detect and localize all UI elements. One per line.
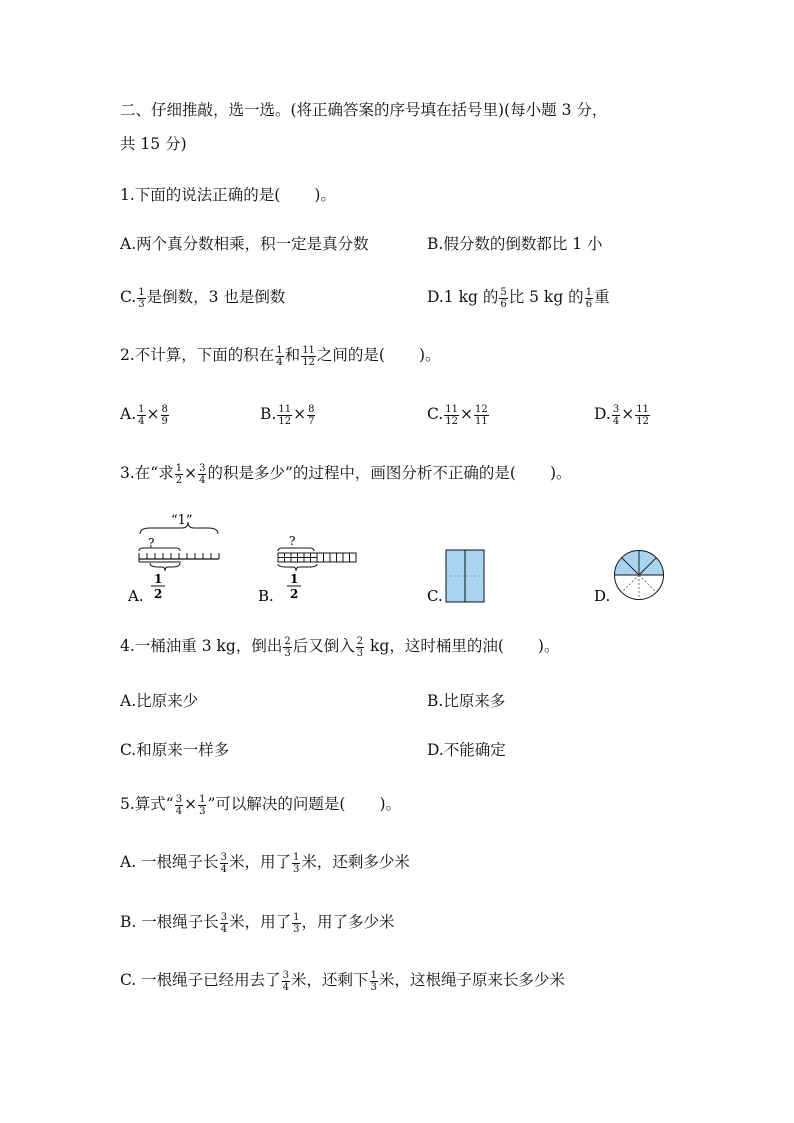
fraction: $\frac{8}{9}$: [161, 403, 168, 427]
fraction: $\frac{1}{3}$: [138, 286, 145, 310]
q1-option-a: A.两个真分数相乘，积一定是真分数: [120, 235, 369, 253]
fraction: $\frac{1}{3}$: [199, 793, 206, 817]
fraction: $\frac{1}{4}$: [276, 344, 283, 368]
q5-option-a: A. 一根绳子长 $\frac{3}{4}$ 米，用了 $\frac{1}{3}$ 米，还剩多少米: [120, 851, 410, 875]
fig-a-question: ?: [148, 536, 155, 550]
fraction: $\frac{11}{12}$: [445, 403, 458, 427]
fraction: $\frac{2}{3}$: [284, 635, 291, 659]
fraction: $\frac{1}{3}$: [292, 851, 300, 875]
q4-option-a: A.比原来少: [120, 692, 199, 710]
fraction: $\frac{2}{3}$: [356, 635, 364, 659]
q2-option-d: D. $\frac{3}{4}$ × $\frac{11}{12}$: [594, 403, 649, 427]
q1-stem: 1.下面的说法正确的是( )。: [120, 186, 336, 204]
q5-option-b: B. 一根绳子长 $\frac{3}{4}$ 米，用了 $\frac{1}{3}$ ，用了多少米: [120, 911, 395, 935]
q4-option-d: D.不能确定: [427, 741, 506, 759]
svg-text:2: 2: [154, 587, 163, 601]
q3-label-d: D.: [594, 587, 611, 605]
fraction: $\frac{8}{7}$: [308, 403, 315, 427]
fraction: $\frac{1}{4}$: [138, 403, 145, 427]
q3-label-c: C.: [427, 587, 443, 605]
fraction: $\frac{3}{4}$: [612, 403, 620, 427]
q3-stem: 3.在“求 $\frac{1}{2}$ × $\frac{3}{4}$ 的积是多少”的过程中，画图分析不正确的是( )。: [120, 462, 572, 486]
fraction: $\frac{5}{6}$: [500, 286, 507, 310]
fraction: $\frac{11}{12}$: [302, 344, 315, 368]
q1-option-b: B.假分数的倒数都比 1 小: [427, 235, 603, 253]
q3-figures: [110, 505, 690, 610]
svg-text:?: ?: [289, 534, 296, 548]
q3-label-b: B.: [258, 587, 274, 605]
q5-option-c: C. 一根绳子已经用去了 $\frac{3}{4}$ 米，还剩下 $\frac{1}{3}$ 米，这根绳子原来长多少米: [120, 969, 565, 993]
q4-option-b: B.比原来多: [427, 692, 506, 710]
q2-option-b: B. $\frac{11}{12}$ × $\frac{8}{7}$: [260, 403, 315, 427]
figure-a-line-segments: [127, 513, 219, 605]
section-title-line1: 二、仔细推敲，选一选。(将正确答案的序号填在括号里)(每小题 3 分，: [120, 101, 608, 119]
fraction: $\frac{1}{2}$: [175, 462, 183, 486]
fraction: $\frac{1}{3}$: [293, 911, 300, 935]
q2-option-c: C. $\frac{11}{12}$ × $\frac{12}{11}$: [427, 403, 488, 427]
fraction: $\frac{3}{4}$: [220, 851, 227, 875]
svg-text:2: 2: [290, 587, 299, 601]
fraction: $\frac{3}{4}$: [199, 462, 206, 486]
svg-text:1: 1: [290, 572, 299, 586]
q3-label-a: A.: [128, 587, 144, 605]
figure-d-circle: [594, 551, 664, 606]
fraction: $\frac{3}{4}$: [220, 911, 228, 935]
fraction: $\frac{11}{12}$: [278, 403, 292, 427]
q4-stem: 4.一桶油重 3 kg，倒出 $\frac{2}{3}$ 后又倒入 $\frac{2}{3}$ kg，这时桶里的油( )。: [120, 635, 560, 659]
svg-text:1: 1: [154, 572, 163, 586]
q2-option-a: A. $\frac{1}{4}$ × $\frac{8}{9}$: [120, 403, 168, 427]
figure-c-rectangle: [427, 550, 484, 605]
fraction: $\frac{3}{4}$: [175, 793, 183, 817]
fraction: $\frac{12}{11}$: [474, 403, 488, 427]
fraction: $\frac{3}{4}$: [282, 969, 290, 993]
q5-stem: 5.算式“ $\frac{3}{4}$ × $\frac{1}{3}$ ”可以解决的问题是( )。: [120, 793, 402, 817]
fraction: $\frac{1}{6}$: [585, 286, 593, 310]
q1-option-d: D.1 kg 的 $\frac{5}{6}$ 比 5 kg 的 $\frac{1}{6}$ 重: [427, 286, 610, 310]
section-title-line2: 共 15 分): [120, 135, 187, 153]
q1-option-c: C. $\frac{1}{3}$ 是倒数，3 也是倒数: [120, 286, 286, 310]
fraction: $\frac{1}{3}$: [370, 969, 377, 993]
fraction: $\frac{11}{12}$: [636, 403, 649, 427]
brace-small: [139, 548, 180, 551]
q2-stem: 2.不计算，下面的积在 $\frac{1}{4}$ 和 $\frac{11}{12}$ 之间的是( )。: [120, 344, 441, 368]
q4-option-c: C.和原来一样多: [120, 741, 230, 759]
fig-a-one-label: “1”: [171, 513, 193, 528]
figure-b-bar: [258, 534, 356, 605]
